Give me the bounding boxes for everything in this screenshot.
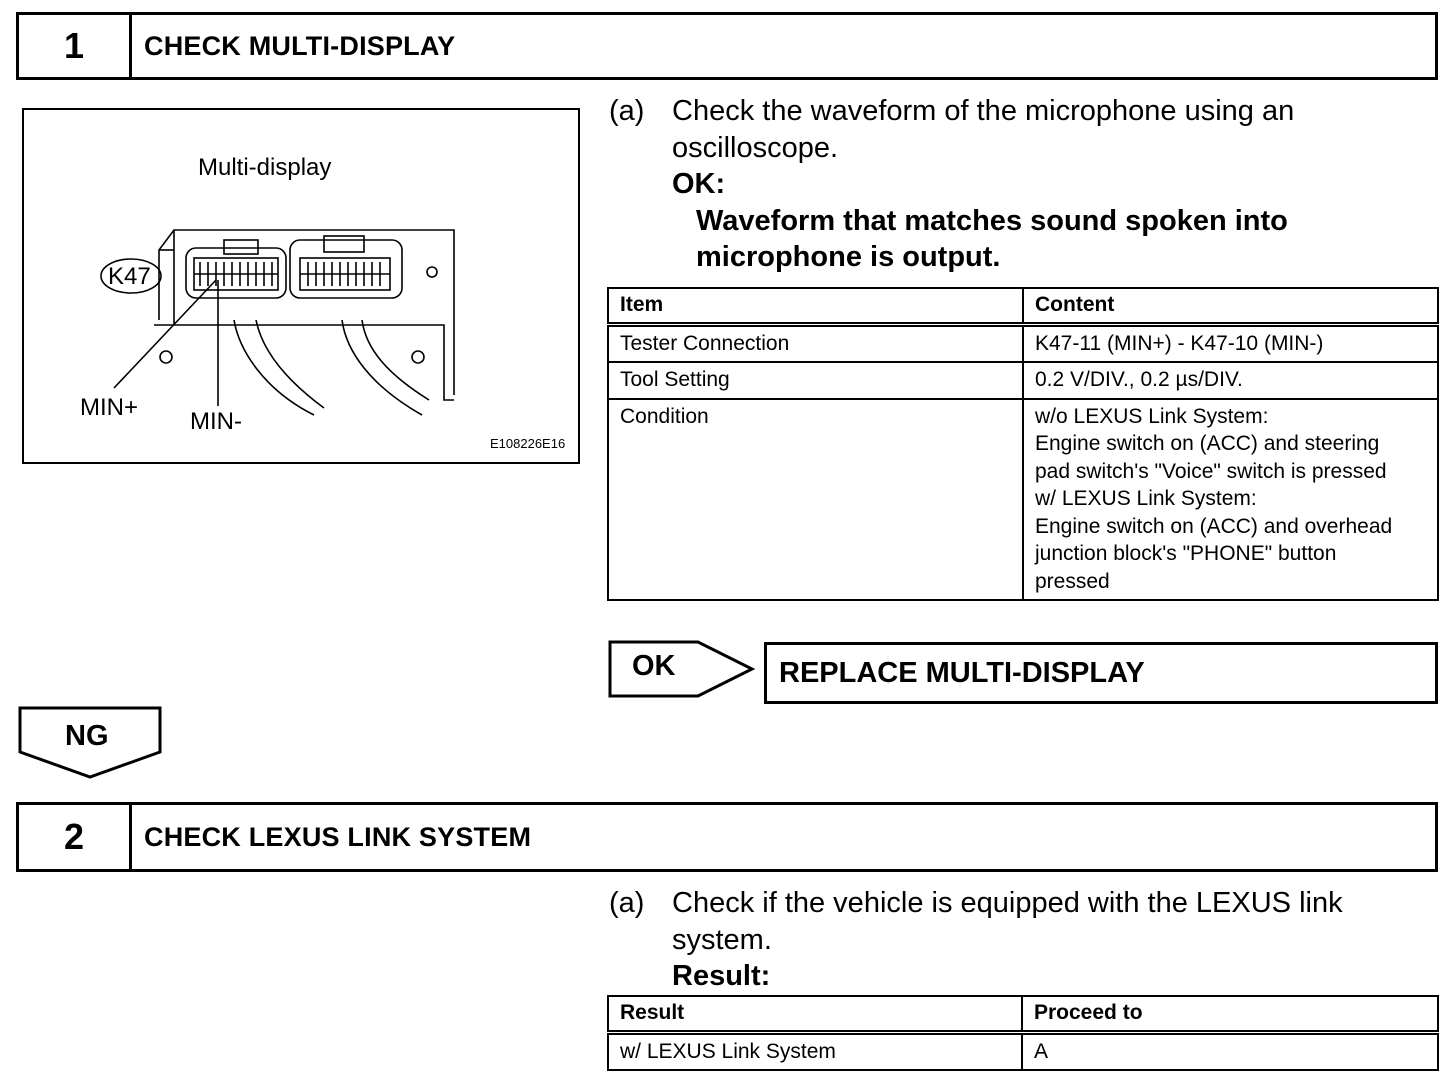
right-arrow-icon — [608, 640, 756, 698]
step-2-header — [16, 802, 1438, 872]
ok-result-text: REPLACE MULTI-DISPLAY — [779, 656, 1145, 689]
step-1-header — [16, 12, 1438, 80]
figure-id: E108226E16 — [490, 436, 566, 451]
condition-line: junction block's "PHONE" button — [1035, 542, 1337, 565]
table-header-row — [608, 996, 1438, 1032]
table-header-item: Item — [608, 288, 1023, 324]
table-cell: Tester Connection — [608, 324, 1023, 362]
connector-label: K47 — [108, 263, 151, 290]
step-number: 2 — [19, 805, 132, 869]
ng-arrow — [18, 706, 162, 780]
instruction-text-line-1: Check if the vehicle is equipped with the LEXUS link — [672, 887, 1343, 919]
instruction-1 — [609, 93, 1439, 278]
table-header-content: Content — [1023, 288, 1438, 324]
table-header-result: Result — [608, 996, 1022, 1032]
ok-arrow — [608, 640, 756, 698]
instruction-label: (a) — [609, 95, 645, 127]
condition-cell — [1023, 399, 1438, 601]
table-cell: Tool Setting — [608, 362, 1023, 399]
multi-display-illustration — [22, 108, 580, 464]
step-number: 1 — [19, 15, 132, 77]
ok-label: OK: — [672, 168, 726, 200]
table-cell: 0.2 V/DIV., 0.2 µs/DIV. — [1023, 362, 1438, 399]
table-row — [608, 324, 1438, 362]
instruction-text-line-1: Check the waveform of the microphone using an — [672, 95, 1295, 127]
instruction-2 — [609, 885, 1439, 995]
table-row — [608, 399, 1438, 601]
table-cell: w/ LEXUS Link System — [608, 1032, 1022, 1070]
ok-criteria-line-2: microphone is output. — [696, 241, 1001, 273]
table-header-row — [608, 288, 1438, 324]
waveform-spec-table — [607, 287, 1439, 601]
illustration-title: Multi-display — [198, 154, 332, 181]
ng-arrow-label: NG — [65, 720, 109, 752]
table-header-proceed: Proceed to — [1022, 996, 1438, 1032]
table-cell: Condition — [608, 399, 1023, 601]
table-row — [608, 1032, 1438, 1070]
ok-result-box — [764, 642, 1438, 704]
instruction-text-line-2: oscilloscope. — [672, 131, 839, 164]
result-label: Result: — [672, 960, 771, 992]
table-cell: A — [1022, 1032, 1438, 1070]
step-title: CHECK LEXUS LINK SYSTEM — [144, 821, 532, 852]
condition-line: pad switch's "Voice" switch is pressed — [1035, 459, 1387, 483]
table-row — [608, 362, 1438, 399]
result-table — [607, 995, 1439, 1071]
condition-line: Engine switch on (ACC) and overhead — [1035, 514, 1393, 538]
condition-line: Engine switch on (ACC) and steering — [1035, 432, 1380, 455]
condition-line: w/ LEXUS Link System: — [1035, 487, 1257, 510]
condition-line: w/o LEXUS Link System: — [1035, 404, 1269, 428]
pin-minus-label: MIN- — [190, 408, 242, 435]
ok-criteria-line-1: Waveform that matches sound spoken into — [696, 204, 1288, 237]
instruction-label: (a) — [609, 887, 645, 919]
condition-line: pressed — [1035, 569, 1110, 593]
pin-plus-label: MIN+ — [80, 394, 139, 421]
ok-arrow-label: OK — [632, 650, 676, 682]
step-title: CHECK MULTI-DISPLAY — [144, 30, 456, 61]
instruction-text-line-2: system. — [672, 923, 772, 956]
table-cell: K47-11 (MIN+) - K47-10 (MIN-) — [1023, 324, 1438, 362]
